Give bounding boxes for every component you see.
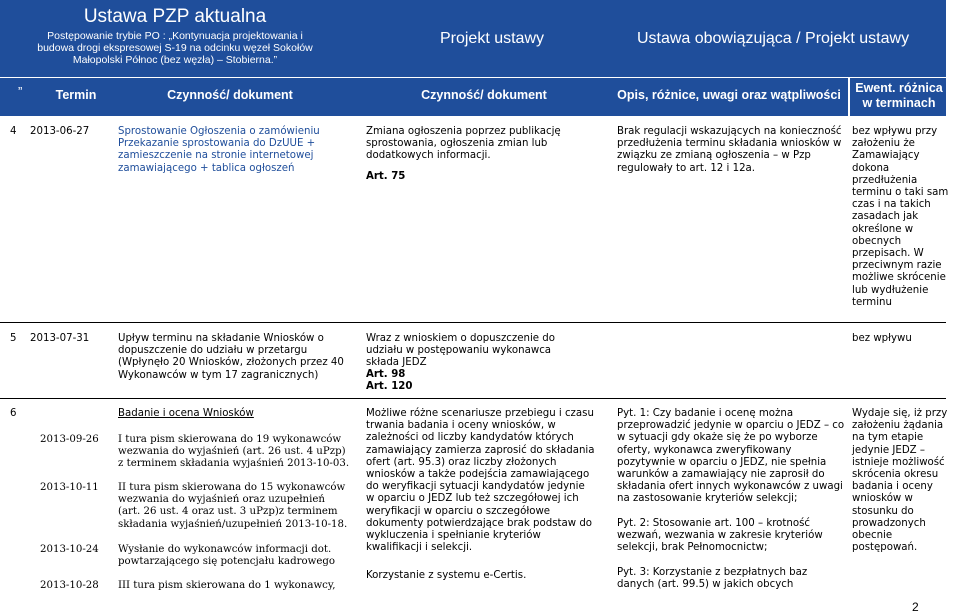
row5-action: Upływ terminu na składanie Wniosków o dopuszczenie do udziału w przetargu (Wpłynęło 20 Wniosków, złożonych przez 40 Wykonawców w tym 17 zagranicznych) [118,333,344,381]
page-number: 2 [912,600,919,614]
row6-project-2: Korzystanie z systemu e-Certis. [366,570,527,581]
row6-action-2: II tura pism skierowana do 15 wykonawców wezwania do wyjaśnień oraz uzupełnień (art. 26 ust. 4 oraz ust. 3 uPzp)z terminem składania wyjaśnień/uzupełnień 2013-10-18. [118,482,348,530]
left-title: Ustawa PZP aktualna [83,6,267,27]
row5-project-art2: Art. 120 [366,381,413,392]
row5-date: 2013-07-31 [30,333,90,344]
column-termin: Termin [55,88,97,102]
quote-mark: ” [18,84,23,99]
row5-ewent: bez wpływu [852,333,912,344]
row4-action: Sprostowanie Ogłoszenia o zamówieniu Przekazanie sprostowania do DzUUE + zamieszczenie na stronie internetowej zamawiającego + tablica ogłoszeń [118,126,320,174]
row6-opis-3: Pyt. 3: Korzystanie z bezpłatnych baz danych (art. 99.5) w jakich obcych [617,567,808,591]
row6-date-2: 2013-10-11 [40,482,99,493]
row6-number: 6 [10,408,17,419]
column-czynnosc-right: Czynność/ dokument [421,88,547,102]
column-ewent: Ewent. różnica w terminach [855,81,943,110]
row4-project: Zmiana ogłoszenia poprzez publikację sprostowania, ogłoszenia zmian lub dodatkowych informacji. [366,126,561,162]
row-divider [0,398,946,399]
row5-number: 5 [10,333,17,344]
row5-project: Wraz z wnioskiem o dopuszczenie do udziału w postępowaniu wykonawca składa JEDZ [366,333,555,369]
row5-project-art: Art. 98 [366,369,406,380]
row6-action-4: III tura pism skierowana do 1 wykonawcy, [118,580,336,591]
row6-date-3: 2013-10-24 [40,544,99,555]
row6-date-1: 2013-09-26 [40,434,99,445]
column-czynnosc-left: Czynność/ dokument [167,88,293,102]
row4-ewent: bez wpływu przy założeniu że Zamawiający dokona przedłużenia terminu o taki sam czas i na takich zasadach jak określone w obecnych przepisach. W przeciwnym razie możliwe skrócenie lub wydłużenie terminu [852,126,949,308]
column-opis: Opis, różnice, uwagi oraz wątpliwości [617,88,841,102]
row6-opis-1: Pyt. 1: Czy badanie i ocenę można przeprowadzić jedynie w oparciu o JEDZ – co w sytuacji gdy okaże się że po wyborze oferty, wykonawca zweryfikowany pozytywnie w oparciu o JEDZ, nie spełnia warunków a zamawiający nie zaprosił do składania ofert innych wykonawców z uwagi na zastosowanie kryteriów selekcji; [617,408,845,505]
row6-heading: Badanie i ocena Wniosków [118,408,254,419]
row6-date-4: 2013-10-28 [40,580,99,591]
row6-opis-2: Pyt. 2: Stosowanie art. 100 – krotność wezwań, wezwania w zakresie kryteriów selekcji, brak Pełnomocnictw; [617,518,823,554]
row6-ewent: Wydaje się, iż przy założeniu żądania na tym etapie jedynie JEDZ – istnieje możliwość skrócenia okresu badania i oceny wniosków w stosunku do prowadzonych obecnie postępowań. [852,408,948,554]
header-divider [0,77,946,78]
row6-action-1: I tura pism skierowana do 19 wykonawców wezwania do wyjaśnień (art. 26 ust. 4 uPzp) z terminem składania wyjaśnień 2013-10-03. [118,434,350,470]
middle-title: Projekt ustawy [439,30,545,47]
row4-opis: Brak regulacji wskazujących na konieczność przedłużenia terminu składania wniosków w związku ze zmianą ogłoszenia – w Pzp regulowały to art. 12 i 12a. [617,126,842,174]
row4-project-art: Art. 75 [366,171,406,182]
row4-number: 4 [10,126,17,137]
row-divider [0,322,946,323]
row6-project: Możliwe różne scenariusze przebiegu i czasu trwania badania i oceny wniosków, w zależności od liczby kandydatów których zamawiający zamierza zaprosić do składania ofert (art. 95.3) oraz liczby złożonych wniosków a także podejścia zamawiającego do weryfikacji sytuacji kandydatów jedynie w oparciu o JEDZ lub też szczegółowej ich weryfikacji w oparciu o szczegółowe dokumenty potwierdzające brak podstaw do wykluczenia i spełnianie kryteriów kwalifikacji i selekcji. [366,408,595,554]
right-title: Ustawa obowiązująca / Projekt ustawy [636,30,910,47]
row6-action-3: Wysłanie do wykonawców informacji dot. powtarzającego się potencjału kadrowego [118,544,336,568]
row4-date: 2013-06-27 [30,126,90,137]
left-subtitle: Postępowanie trybie PO : „Kontynuacja projektowania i budowa drogi ekspresowej S-19 na odcinku węzeł Sokołów Małopolski Północ (bez węzła) – Stobierna.” [37,30,313,66]
